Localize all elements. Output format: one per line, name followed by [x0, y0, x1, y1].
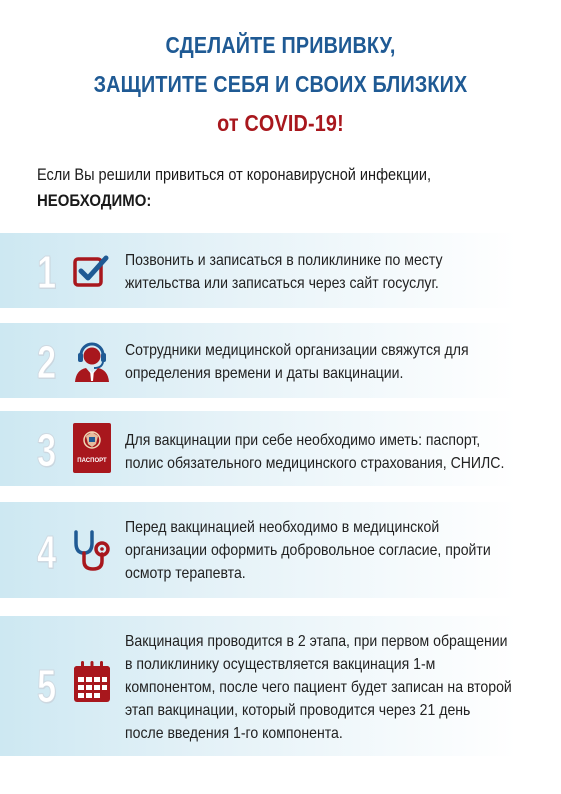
- step-line: компонентом, после чего пациент будет записан на второй: [125, 679, 512, 696]
- step-line: жительства или записаться через сайт госуслуг.: [125, 275, 439, 292]
- step-1: [0, 233, 561, 308]
- step-text: [125, 339, 539, 385]
- step-5: [0, 616, 561, 756]
- step-line: организации оформить добровольное согласие, пройти: [125, 542, 491, 559]
- checkbox-icon: [72, 252, 110, 295]
- step-line: Сотрудники медицинской организации свяжутся для: [125, 342, 469, 359]
- step-line: в поликлинику осуществляется вакцинация 1-м: [125, 656, 436, 673]
- step-number: 5: [37, 660, 57, 712]
- step-number: 4: [37, 526, 57, 578]
- step-text: [125, 516, 539, 585]
- step-number: 3: [37, 424, 57, 476]
- title-line-2: ЗАЩИТИТЕ СЕБЯ И СВОИХ БЛИЗКИХ: [93, 71, 468, 97]
- title-line-1: СДЕЛАЙТЕ ПРИВИВКУ,: [165, 32, 396, 58]
- step-text: [125, 630, 539, 745]
- step-line: этап вакцинации, который проводится через 21 день: [125, 702, 471, 719]
- intro-sentence: Если Вы решили привиться от коронавирусной инфекции,: [37, 166, 432, 184]
- step-line: Позвонить и записаться в поликлинике по месту: [125, 252, 443, 269]
- step-3: [0, 411, 561, 486]
- stethoscope-icon: [72, 529, 114, 578]
- step-line: после введения 1-го компонента.: [125, 725, 343, 742]
- step-text: [125, 249, 539, 295]
- step-2: [0, 323, 561, 398]
- title-line-3: от COVID-19!: [217, 110, 344, 136]
- step-text: [125, 429, 539, 475]
- intro-text: [37, 163, 477, 213]
- step-line: Для вакцинации при себе необходимо иметь: паспорт,: [125, 432, 481, 449]
- step-number: 2: [37, 336, 57, 388]
- step-line: полис обязательного медицинского страхования, СНИЛС.: [125, 455, 505, 472]
- step-4: [0, 502, 561, 598]
- passport-label: ПАСПОРТ: [77, 458, 107, 464]
- intro-emphasis: НЕОБХОДИМО:: [37, 191, 152, 210]
- step-line: определения времени и даты вакцинации.: [125, 365, 404, 382]
- step-line: Вакцинация проводится в 2 этапа, при первом обращении: [125, 633, 508, 650]
- calendar-icon: [72, 660, 112, 709]
- passport-icon: [72, 422, 112, 479]
- step-line: осмотр терапевта.: [125, 565, 246, 582]
- operator-headset-icon: [72, 337, 112, 388]
- step-number: 1: [37, 246, 57, 298]
- step-line: Перед вакцинацией необходимо в медицинской: [125, 519, 440, 536]
